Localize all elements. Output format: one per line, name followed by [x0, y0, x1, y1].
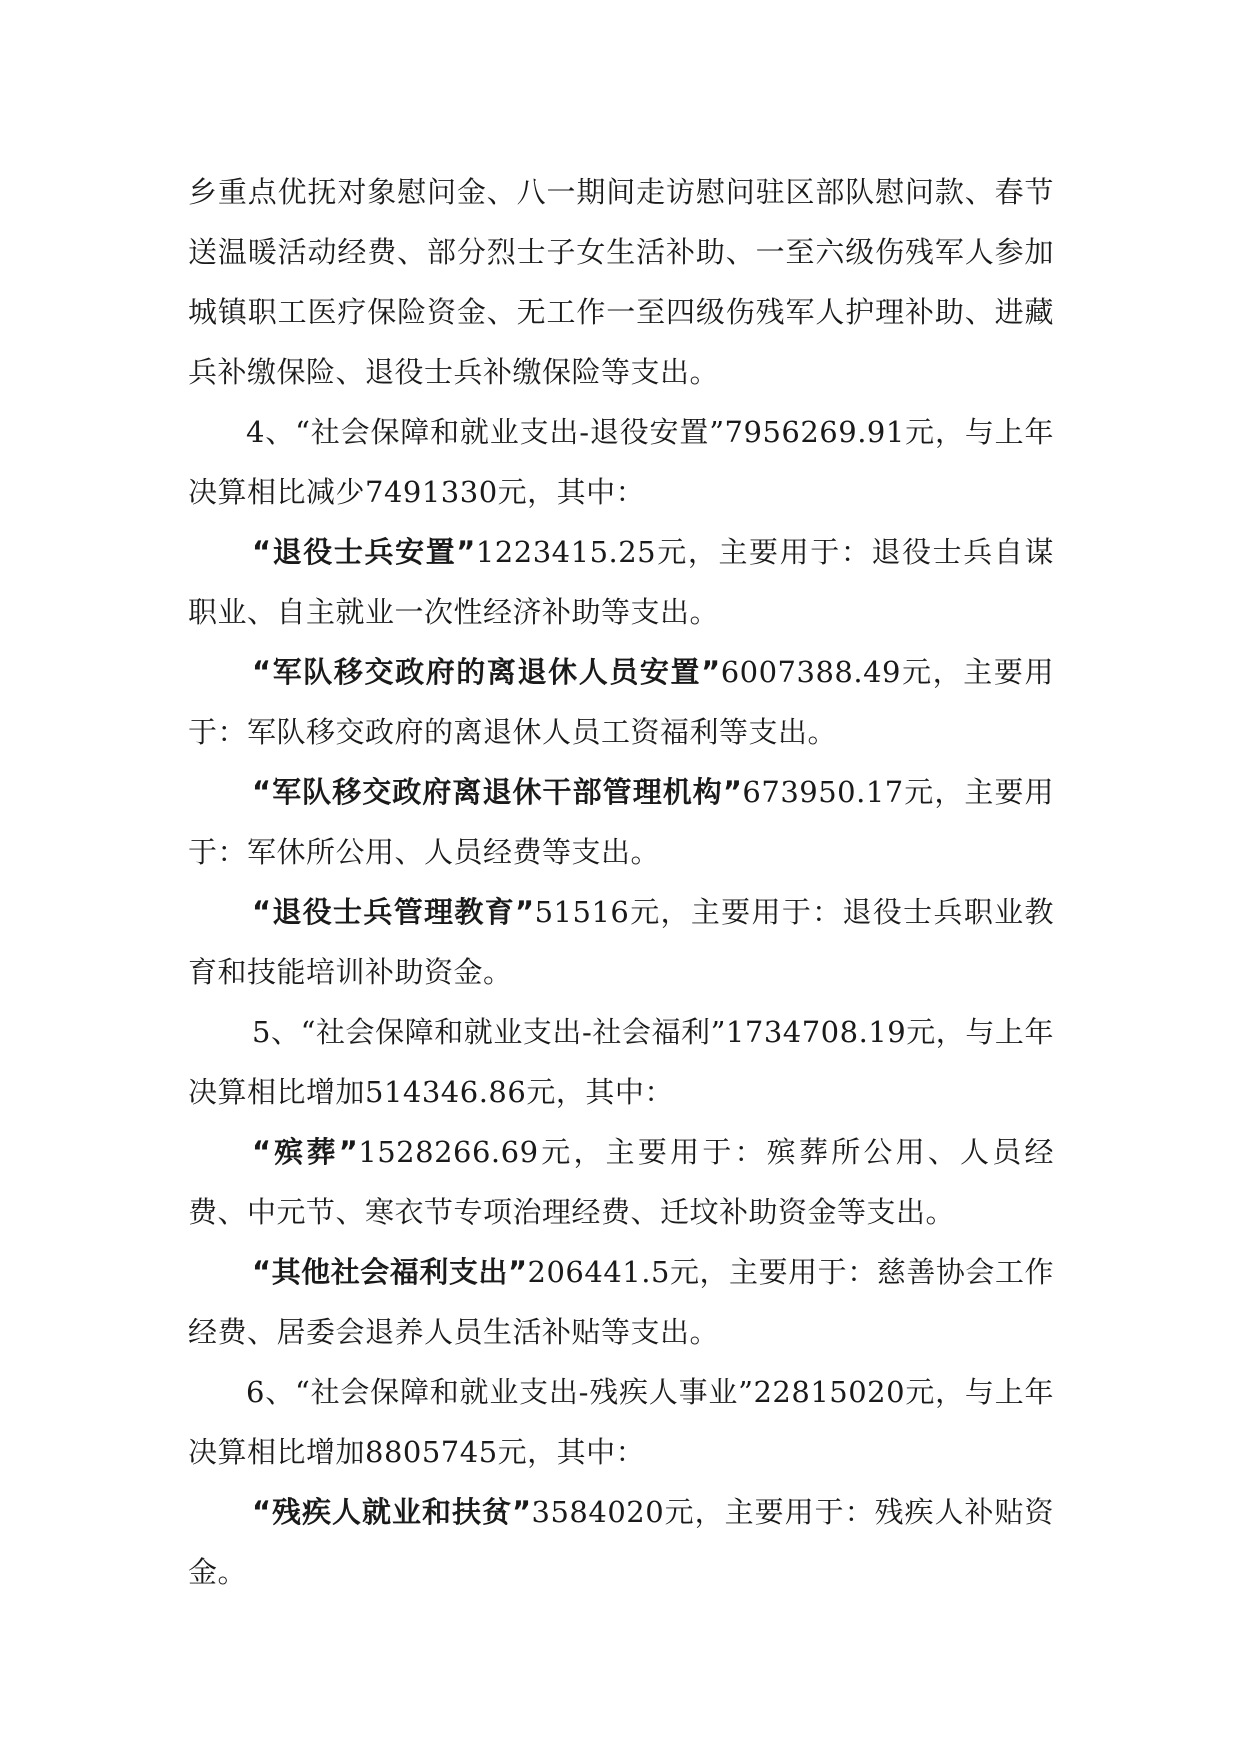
sub-item-title: “残疾人就业和扶贫” [252, 1495, 532, 1529]
paragraph-item-5 [188, 1002, 1054, 1122]
paragraph-text: 673950.17元，主要用于：军休所公用、人员经费等支出。 [188, 775, 1054, 869]
paragraph-sub-item [188, 522, 1054, 642]
paragraph-item-4 [188, 402, 1054, 522]
paragraph-continuation [188, 162, 1054, 402]
sub-item-title: “退役士兵管理教育” [252, 895, 535, 929]
paragraph-item-6 [188, 1362, 1054, 1482]
paragraph-text: 乡重点优抚对象慰问金、八一期间走访慰问驻区部队慰问款、春节送温暖活动经费、部分烈士子女生活补助、一至六级伤残军人参加城镇职工医疗保险资金、无工作一至四级伤残军人护理补助、进藏兵补缴保险、退役士兵补缴保险等支出。 [188, 175, 1054, 389]
paragraph-text: 3584020元，主要用于：残疾人补贴资金。 [188, 1495, 1055, 1589]
paragraph-text: 6007388.49元，主要用于：军队移交政府的离退休人员工资福利等支出。 [188, 655, 1055, 749]
paragraph-sub-item [188, 642, 1054, 762]
paragraph-text: 6、“社会保障和就业支出-残疾人事业”22815020元，与上年决算相比增加8805745元，其中： [188, 1375, 1054, 1469]
sub-item-title: “军队移交政府离退休干部管理机构” [252, 775, 743, 809]
paragraph-text: 1223415.25元，主要用于：退役士兵自谋职业、自主就业一次性经济补助等支出。 [188, 535, 1054, 629]
paragraph-text: 1528266.69元，主要用于：殡葬所公用、人员经费、中元节、寒衣节专项治理经费、迁坟补助资金等支出。 [188, 1135, 1054, 1229]
paragraph-text: 4、“社会保障和就业支出-退役安置”7956269.91元，与上年决算相比减少7491330元，其中： [188, 415, 1054, 509]
sub-item-title: “军队移交政府的离退休人员安置” [252, 655, 721, 689]
paragraph-sub-item [188, 882, 1054, 1002]
paragraph-text: 206441.5元，主要用于：慈善协会工作经费、居委会退养人员生活补贴等支出。 [188, 1255, 1054, 1349]
document-body [188, 162, 1054, 1602]
sub-item-title: “退役士兵安置” [252, 535, 476, 569]
paragraph-text: 51516元，主要用于：退役士兵职业教育和技能培训补助资金。 [188, 895, 1054, 989]
paragraph-sub-item [188, 762, 1054, 882]
paragraph-sub-item [188, 1122, 1054, 1242]
sub-item-title: “殡葬” [252, 1135, 359, 1169]
paragraph-sub-item [188, 1242, 1054, 1362]
sub-item-title: “其他社会福利支出” [252, 1255, 528, 1289]
paragraph-sub-item [188, 1482, 1054, 1602]
paragraph-text: 5、“社会保障和就业支出-社会福利”1734708.19元，与上年决算相比增加514346.86元，其中： [188, 1015, 1054, 1109]
